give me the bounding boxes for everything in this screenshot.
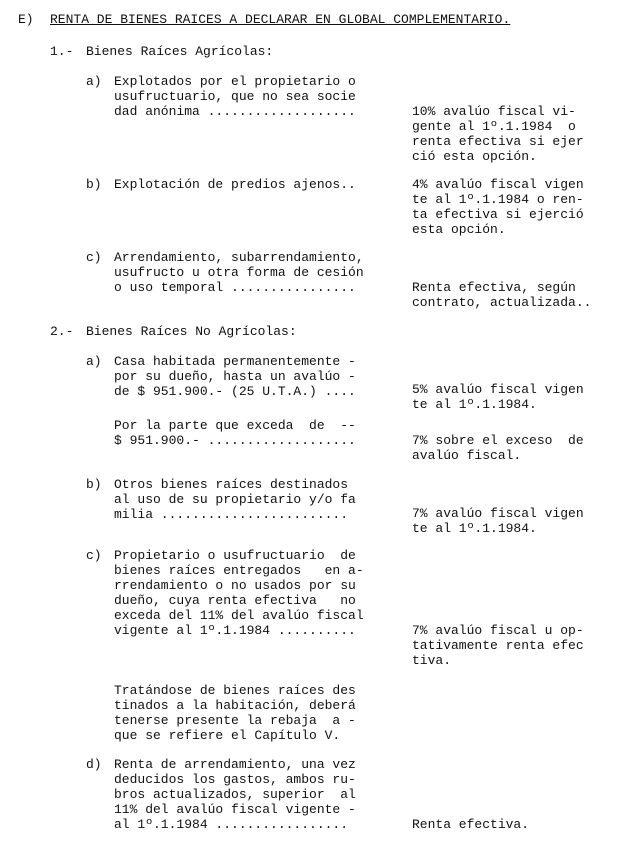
item-value-line: 7% avalúo fiscal u op- xyxy=(412,623,584,638)
section-title: Bienes Raíces No Agrícolas: xyxy=(86,324,297,339)
item-value-line: Renta efectiva, según xyxy=(412,280,576,295)
item-description-line: usufructuario, que no sea socie xyxy=(114,89,356,104)
item-value-line: 4% avalúo fiscal vigen xyxy=(412,177,584,192)
item-description-line: Propietario o usufructuario de xyxy=(114,548,356,563)
item-description-line: Arrendamiento, subarrendamiento, xyxy=(114,250,364,265)
item-value-line: ció esta opción. xyxy=(412,149,537,164)
item-description-line: Por la parte que exceda de -- xyxy=(114,418,356,433)
item-value-line: te al 1º.1.1984 o ren- xyxy=(412,192,584,207)
item-value-line: esta opción. xyxy=(412,222,506,237)
item-letter: a) xyxy=(86,354,102,369)
item-value-line: contrato, actualizada.. xyxy=(412,295,592,310)
item-value-line: avalúo fiscal. xyxy=(412,448,522,463)
item-value-line: renta efectiva si ejer xyxy=(412,134,584,149)
item-value-line: tativamente renta efec xyxy=(412,638,584,653)
item-description-line: usufructo u otra forma de cesión xyxy=(114,265,364,280)
item-description-line: milia ........................ xyxy=(114,507,349,522)
item-description-line: deducidos los gastos, ambos ru- xyxy=(114,772,356,787)
item-description-line: dueño, cuya renta efectiva no xyxy=(114,593,356,608)
item-letter: d) xyxy=(86,757,102,772)
item-value-line: te al 1º.1.1984. xyxy=(412,397,537,412)
item-description-line: exceda del 11% del avalúo fiscal xyxy=(114,608,364,623)
item-letter: b) xyxy=(86,477,102,492)
item-value-line: 7% sobre el exceso de xyxy=(412,433,584,448)
item-letter: c) xyxy=(86,250,102,265)
item-description-line: bienes raíces entregados en a- xyxy=(114,563,364,578)
item-value-line: gente al 1º.1.1984 o xyxy=(412,119,576,134)
item-description-line: o uso temporal ................ xyxy=(114,280,356,295)
item-description-line: Explotación de predios ajenos.. xyxy=(114,177,356,192)
note-line: tenerse presente la rebaja a - xyxy=(114,713,356,728)
item-value-line: 10% avalúo fiscal vi- xyxy=(412,104,576,119)
item-description-line: al uso de su propietario y/o fa xyxy=(114,492,356,507)
item-description-line: 11% del avalúo fiscal vigente - xyxy=(114,802,356,817)
item-value-line: 5% avalúo fiscal vigen xyxy=(412,382,584,397)
section-title: Bienes Raíces Agrícolas: xyxy=(86,44,274,59)
section-number: 1.- xyxy=(50,44,74,59)
note-line: que se refiere el Capítulo V. xyxy=(114,728,341,743)
page-title: RENTA DE BIENES RAICES A DECLARAR EN GLOBAL COMPLEMENTARIO. xyxy=(50,12,511,27)
item-description-line: bros actualizados, superior al xyxy=(114,787,356,802)
item-description-line: Otros bienes raíces destinados xyxy=(114,477,349,492)
item-value-line: Renta efectiva. xyxy=(412,817,530,832)
note-line: tinados a la habitación, deberá xyxy=(114,698,356,713)
section-number: 2.- xyxy=(50,324,74,339)
section-label-e: E) xyxy=(18,12,34,27)
item-letter: b) xyxy=(86,177,102,192)
item-description-line: dad anónima ................... xyxy=(114,104,356,119)
item-letter: c) xyxy=(86,548,102,563)
item-description-line: por su dueño, hasta un avalúo - xyxy=(114,369,356,384)
item-description-line: de $ 951.900.- (25 U.T.A.) .... xyxy=(114,384,356,399)
item-value-line: te al 1º.1.1984. xyxy=(412,521,537,536)
item-description-line: Casa habitada permanentemente - xyxy=(114,354,356,369)
item-value-line: ta efectiva si ejerció xyxy=(412,207,584,222)
item-letter: a) xyxy=(86,74,102,89)
item-value-line: 7% avalúo fiscal vigen xyxy=(412,506,584,521)
item-description-line: Renta de arrendamiento, una vez xyxy=(114,757,356,772)
item-description-line: vigente al 1º.1.1984 .......... xyxy=(114,623,356,638)
item-value-line: tiva. xyxy=(412,653,452,668)
note-line: Tratándose de bienes raíces des xyxy=(114,683,356,698)
item-description-line: $ 951.900.- ................... xyxy=(114,433,356,448)
item-description-line: Explotados por el propietario o xyxy=(114,74,356,89)
item-description-line: al 1º.1.1984 ................. xyxy=(114,817,349,832)
item-description-line: rrendamiento o no usados por su xyxy=(114,578,356,593)
